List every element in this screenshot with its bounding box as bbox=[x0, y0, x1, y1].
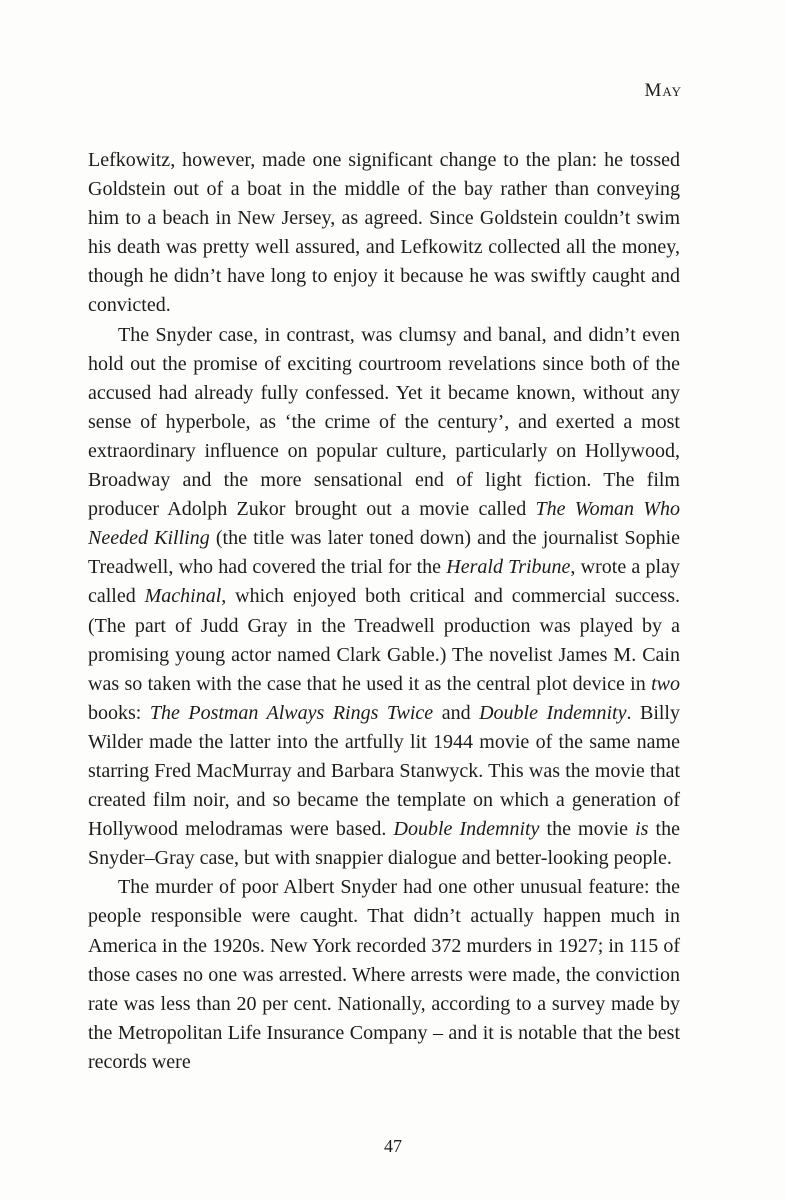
italic-text-run: Double Indemnity bbox=[393, 818, 540, 841]
text-run: The Snyder case, in contrast, was clumsy and banal, and didn’t even hold out the promise of exciting courtroom revelations since both of the accused had already fully confessed. Yet it became known, without any sense of hyperbole, as ‘the crime of the century’, and exerted a most extraordinary influence on popular culture, particularly on Hollywood, Broadway and the more sensational end of light fiction. The film producer Adolph Zukor brought out a movie called bbox=[88, 323, 680, 521]
text-run: , wrote a play called bbox=[88, 556, 680, 608]
running-head: May bbox=[644, 80, 682, 101]
paragraph-2 bbox=[88, 321, 680, 874]
italic-text-run: Double Indemnity bbox=[479, 701, 627, 724]
italic-text-run: Herald Tribune bbox=[446, 556, 571, 579]
paragraph-1 bbox=[88, 146, 680, 321]
text-run: the Snyder–Gray case, but with snappier dialogue and better-looking people. bbox=[88, 818, 680, 870]
text-run: , which enjoyed both critical and commercial success. (The part of Judd Gray in the Treadwell production was played by a promising young actor named Clark Gable.) The novelist James M. Cain was so taken with the case that he used it as the central plot device in bbox=[88, 585, 681, 695]
text-run: the movie bbox=[539, 818, 636, 841]
text-run: and bbox=[433, 701, 480, 724]
page-number: 47 bbox=[384, 1136, 402, 1156]
text-run: books: bbox=[88, 701, 150, 724]
italic-text-run: two bbox=[651, 672, 680, 695]
italic-text-run: is bbox=[635, 818, 649, 841]
text-run: (the title was later toned down) and the journalist Sophie Treadwell, who had covered the trial for the bbox=[88, 527, 681, 579]
text-run: Lefkowitz, however, made one significant change to the plan: he tossed Goldstein out of a boat in the middle of the bay rather than conveying him to a beach in New Jersey, as agreed. Since Goldstein couldn’t swim his death was pretty well assured, and Lefkowitz collected all the money, though he didn’t have long to enjoy it because he was swiftly caught and convicted. bbox=[88, 149, 680, 317]
italic-text-run: Machinal bbox=[144, 585, 222, 608]
text-run: . Billy Wilder made the latter into the artfully lit 1944 movie of the same name starring Fred MacMurray and Barbara Stanwyck. This was the movie that created film noir, and so became the template on which a generation of Hollywood melodramas were based. bbox=[88, 701, 680, 841]
paragraph-3 bbox=[88, 873, 680, 1077]
italic-text-run: The Postman Always Rings Twice bbox=[149, 701, 434, 724]
text-run: The murder of poor Albert Snyder had one other unusual feature: the people responsible were caught. That didn’t actually happen much in America in the 1920s. New York recorded 372 murders in 1927; in 115 of those cases no one was arrested. Where arrests were made, the conviction rate was less than 20 per cent. Nationally, according to a survey made by the Metropolitan Life Insurance Company – and it is notable that the best records were bbox=[88, 876, 680, 1073]
italic-text-run: The Woman Who Needed Killing bbox=[88, 498, 680, 550]
body-text bbox=[88, 146, 680, 1077]
